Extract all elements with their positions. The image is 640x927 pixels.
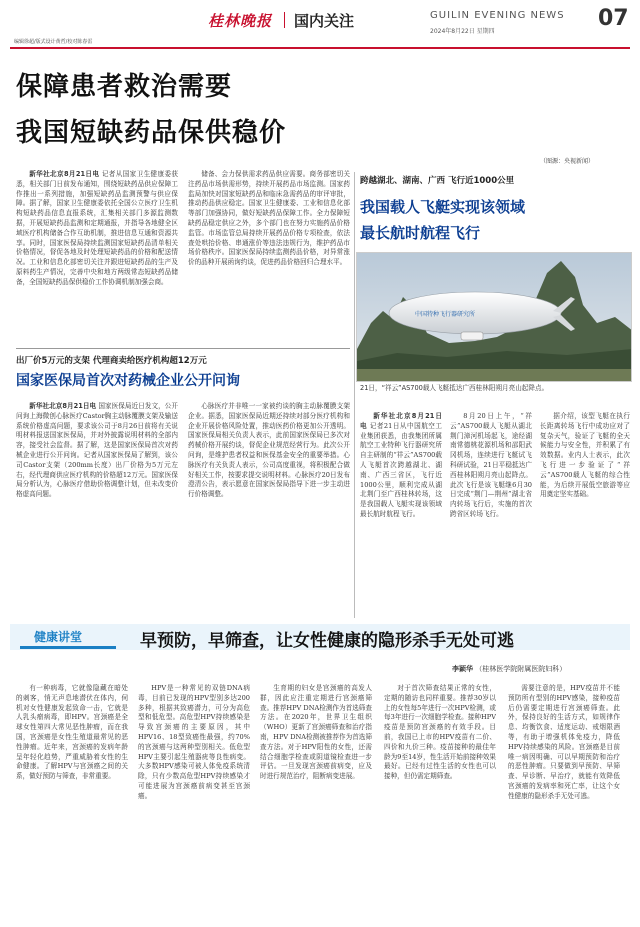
article-text: 储备、会力保供需求药品供应需要。商务部密切关注药品市场供需形势，持续开展药品市场监测。国家药监局加快对国家短缺药品和临床急需药品的审评审批，推动药品供应稳定。国家卫生健康委、工业和信息化部等部门加强协同，做好短缺药品保障工作。全力保障短缺药品稳定供应之外，多个部门也在努力实施药品价格监管。市场监管总局持续开展药品价格专项检查，依法查处哄抬价格、串通涨价等违法违规行为，维护药品市场价格秩序。国家医保局持续监测药品价格，对异常涨价的品种开展函询约谈，促进药品价格回归合理水平。 xyxy=(188,170,350,267)
article-text: 心脉医疗并非唯一一家被约谈的胸主动脉覆膜支架企业。据悉，国家医保局近期还持续对部分医疗机构和企业开展价格风险处置，推动医药价格更加公开透明。国家医保局相关负责人表示，此前国家医保局已多次对药械价格开展约谈，督促企业规范经营行为。此次公开问询，是维护患者权益和医保基金安全的重要举措。心脉医疗有关负责人表示，公司高度重视，将积极配合做好相关工作，按要求提交说明材料。心脉医疗20日发布澄清公告，表示愿意在国家医保局指导下进一步主动进行价格调整。 xyxy=(188,402,350,499)
article-text: 记者从国家卫生健康委获悉，相关部门日前发布通知，围绕短缺药品供应保障工作推出一系列措施，加强短缺药品监测预警与供应保障。据了解，国家卫生健康委依托全国公立医疗卫生机构短缺药品信息直报系统，汇集相关部门多源监测数据，开展短缺药品监测和定期通报，并指导各地健全区域医疗机构储备合作互助机制，推进信息互通和资源共享。同时，国家医保局持续监测国家短缺药品清单相关价格情况，督促各地及时处理短缺药品的价格和配送情况。工业和信息化部密切关注并跟进短缺药品的生产及原料药生产情况，完善中央和地方两级常态短缺药品储备，全国短缺药品保供稳价工作协调机制加强会商。 xyxy=(16,170,178,286)
lead-story-column-2 xyxy=(188,170,350,340)
dateline: 新华社北京8月21日电 xyxy=(360,412,442,430)
health-title: 早预防，早筛查，让女性健康的隐形杀手无处可逃 xyxy=(140,631,514,651)
airship-column-1 xyxy=(360,412,442,620)
lead-headline-line1: 保障患者救治需要 xyxy=(16,72,233,102)
airship-photo-illustration xyxy=(357,253,632,382)
airship-title-line2: 最长航时航程飞行 xyxy=(360,224,481,242)
lead-headline-line2: 我国短缺药品保供稳价 xyxy=(16,118,287,148)
airship-hull-label: 中国特种飞行器研究所 xyxy=(415,311,476,318)
airship-column-2 xyxy=(450,412,532,620)
airship-title-line1: 我国载人飞艇实现该领域 xyxy=(360,198,526,216)
article-text: 对于首次筛查结果正常的女性，定期的随访也同样重要。推荐30岁以上的女性每5年进行一次HPV检测，或每3年进行一次细胞学检查。接种HPV疫苗是预防宫颈癌的有效手段。目前，我国已上市的HPV疫苗有二价、四价和九价三种。疫苗接种的最佳年龄为9至14岁，性生活开始前接种效果最好。已经有过性生活的女性也可以接种，但仍需定期筛查。 xyxy=(384,684,496,781)
author-affiliation: （桂林医学院附属医院妇科） xyxy=(475,665,567,673)
nhsa-subhead: 出厂价5万元的支架 代理商卖给医疗机构超12万元 xyxy=(16,356,207,366)
health-column-5 xyxy=(508,684,620,920)
issue-date: 2024年8月22日 星期四 xyxy=(430,28,495,35)
airship-subhead: 跨越湖北、湖南、广西 飞行近1000公里 xyxy=(360,176,515,186)
logo-divider xyxy=(284,12,285,28)
nhsa-column-2 xyxy=(188,402,350,620)
health-column-3 xyxy=(260,684,372,920)
article-text: 8月20日上午，“祥云”AS700载人飞艇从湖北荆门漳河机场起飞，途经湖南常德桃花源机场和邵阳武冈机场，连续进行飞艇试飞科研试验，21日平稳抵达广西桂林阳朔月亮山起降点。此次飞行是该飞艇继6月30日完成“荆门—荆州”湖北省内转场飞行后，实施的首次跨省区转场飞行。 xyxy=(450,412,532,518)
article-text: 生育期的妇女是宫颈癌的高发人群，因此应注重定期进行宫颈癌筛查。推荐HPV DNA检测作为首选筛查方法。在2020年，世界卫生组织（WHO）更新了宫颈癌筛查和治疗指南，HPV DNA检测被推荐作为首选筛查方法。对于HPV阳性的女性，还需结合细胞学检查或阴道镜检查进一步评估。一旦发现宫颈癌前病变，应及时进行规范治疗，阻断病变进展。 xyxy=(260,684,372,781)
airship-column-3 xyxy=(540,412,630,620)
health-byline xyxy=(452,664,566,674)
column-divider xyxy=(354,172,355,618)
story-divider xyxy=(16,348,350,349)
paper-name-en: GUILIN EVENING NEWS xyxy=(430,10,565,21)
health-column-1 xyxy=(16,684,128,920)
editor-credits: 编辑徐超/版式设计黄哲/校对陈春雷 xyxy=(14,39,93,45)
health-column-tag: 健康讲堂 xyxy=(34,630,83,644)
author-name: 李颖华 xyxy=(452,665,473,673)
article-text: 国家医保局近日发文，公开问询上海微创心脉医疗Castor胸主动脉覆膜支架及输送系统价格虚高问题，要求该公司于8月26日前将有关说明材料报送国家医保局，并对外披露说明材料的全部内容，接受社会监督。据了解，这是国家医保局首次对药械企业进行公开问询。记者从国家医保局了解到，该公司Castor支架（200mm长度）出厂价格为5万元左右，经代理商供应医疗机构的价格超12万元。国家医保局分析认为，心脉医疗借助价格调整计划，但未改变价格虚高问题。 xyxy=(16,402,178,499)
article-text: 据介绍，该型飞艇在执行长距离转场飞行中成功应对了复杂天气，验证了飞艇的全天候能力与安全性，并积累了有效数据。业内人士表示，此次飞行进一步验证了“祥云”AS700载人飞艇的综合性能，为后续开展低空旅游等应用奠定坚实基础。 xyxy=(540,412,630,499)
article-text: 记者21日从中国航空工业集团获悉，由我集团所属航空工业特种飞行器研究所自主研制的“祥云”AS700载人飞艇首次跨越湖北、湖南、广西三省区，飞行近1000公里，顺利完成从湖北荆门至广西桂林转场，这是我国载人飞艇实现该领域最长航时航程飞行。 xyxy=(360,421,442,518)
health-column-2 xyxy=(138,684,250,920)
dateline: 新华社北京8月21日电 xyxy=(29,402,97,410)
masthead-rule xyxy=(10,47,630,49)
section-name: 国内关注 xyxy=(294,12,355,30)
article-text: HPV是一种常见的双链DNA病毒，目前已发现的HPV型别多达200多种，根据其致癌潜力，可分为高危型和低危型。高危型HPV持续感染是导致宫颈癌的主要原因，其中HPV16、18型致癌性最强，约70%的宫颈癌与这两种型别相关。低危型HPV主要引起生殖器疣等良性病变。大多数HPV感染可被人体免疫系统清除，只有少数高危型HPV持续感染才可能进展为宫颈癌前病变甚至宫颈癌。 xyxy=(138,684,250,800)
paper-logo: 桂林晚报 xyxy=(208,12,273,30)
lead-story-column-1 xyxy=(16,170,178,340)
airship-photo xyxy=(356,252,632,382)
nhsa-column-1 xyxy=(16,402,178,620)
health-column-4 xyxy=(384,684,496,920)
dateline: 新华社北京8月21日电 xyxy=(29,170,100,178)
health-tag-underline xyxy=(20,646,116,649)
article-text: 需要注意的是，HPV疫苗并不能预防所有型别的HPV感染，接种疫苗后仍需要定期进行宫颈癌筛查。此外，保持良好的生活方式，如规律作息、均衡饮食、适度运动、戒烟限酒等，有助于增强机体免疫力，降低HPV持续感染的风险。宫颈癌是目前唯一病因明确、可以早期预防和治疗的恶性肿瘤。只要做到早预防、早筛查、早诊断、早治疗，就能有效降低宫颈癌的发病率和死亡率，让这个女性健康的隐形杀手无处可逃。 xyxy=(508,684,620,800)
page-number: 07 xyxy=(598,6,629,31)
nhsa-title: 国家医保局首次对药械企业公开问询 xyxy=(16,373,240,389)
article-text: 有一种病毒，它就像隐藏在暗处的刺客，悄无声息地潜伏在体内，伺机对女性健康发起致命一击，它就是人乳头瘤病毒，即HPV。宫颈癌是全球女性第四大常见恶性肿瘤，而在我国，宫颈癌是女性生殖道最常见的恶性肿瘤。近年来，宫颈癌的发病年龄呈年轻化趋势，严重威胁着女性的生命健康。了解HPV与宫颈癌之间的关系，做好预防与筛查，非常重要。 xyxy=(16,684,128,781)
photo-caption: 21日，“祥云”AS700载人飞艇抵达广西桂林阳朔月亮山起降点。 xyxy=(360,384,549,392)
photo-credit: （图源：央视新闻） xyxy=(540,158,595,165)
